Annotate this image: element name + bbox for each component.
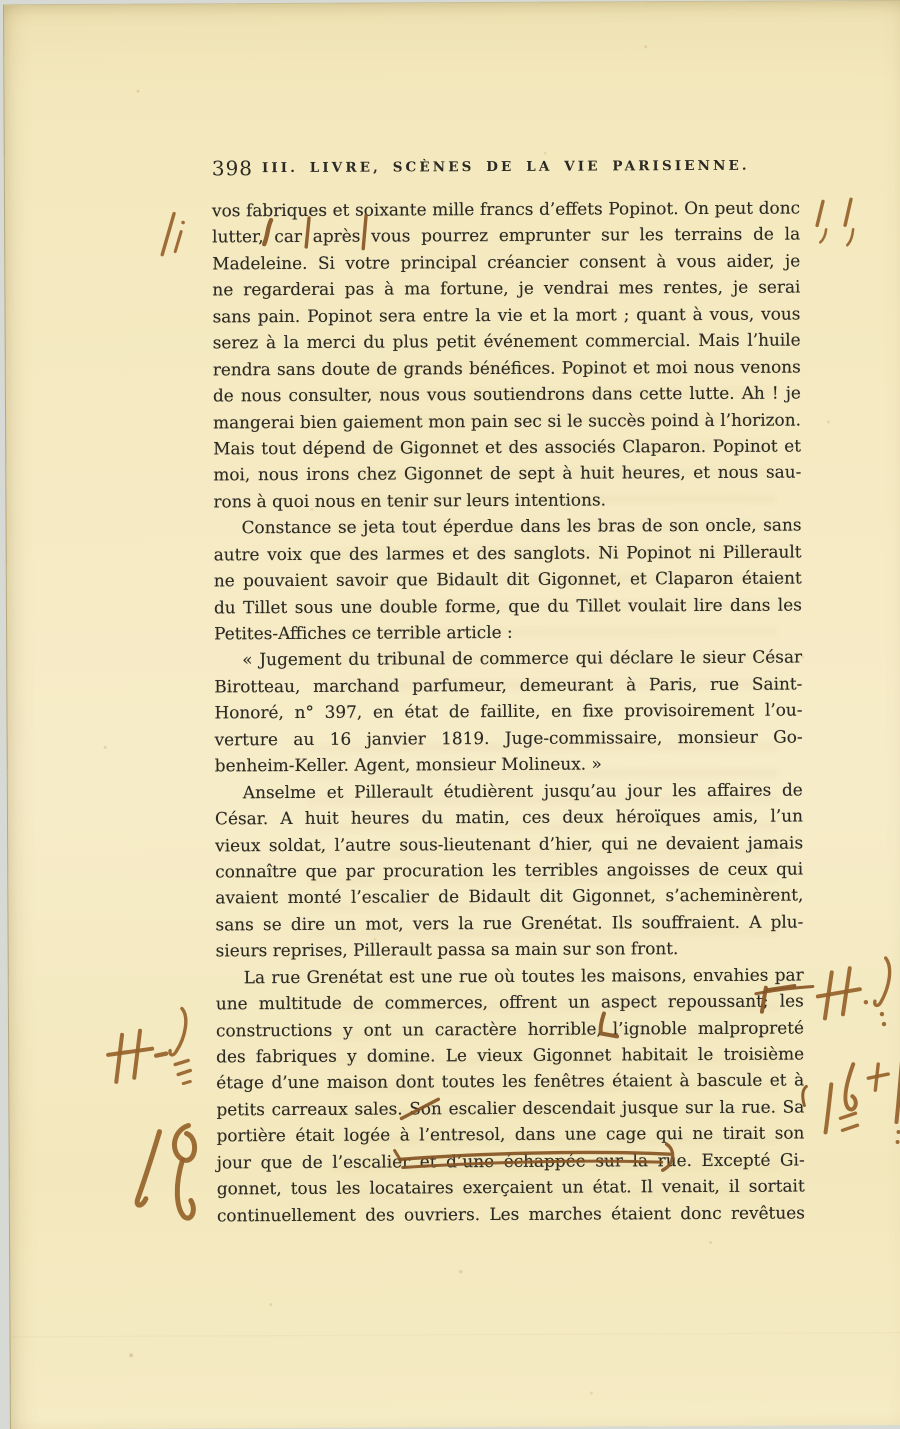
hl-right-margin-icon xyxy=(818,958,890,1027)
text-line: César. A huit heures du matin, ces deux héroïques amis, l’un xyxy=(214,805,804,829)
text-line: rons à quoi nous en tenir sur leurs intentions. xyxy=(213,489,607,512)
text-line: Madeleine. Si votre principal créancier consent à vous aider, je xyxy=(212,250,801,274)
text-line: du Tillet sous une double forme, que du Tillet voulait lire dans les xyxy=(213,594,802,617)
text-line: mangerai bien gaiement mon pain sec si le succès poind à l’horizon. xyxy=(213,408,801,432)
text-line: constructions y ont un caractère horrible, l’ignoble malpropreté xyxy=(215,1017,805,1040)
text-line: étage d’une maison dont toutes les fenêtres étaient à bascule et à xyxy=(216,1069,805,1093)
running-header: III. LIVRE, SCÈNES DE LA VIE PARISIENNE. xyxy=(261,157,750,177)
text-line: portière était logée à l’entresol, dans une cage qui ne tirait son xyxy=(216,1122,805,1146)
text-line: verture au 16 janvier 1819. Juge-commissaire, monsieur Go- xyxy=(214,726,803,750)
text-line: Mais tout dépend de Gigonnet et des associés Claparon. Popinot et xyxy=(213,435,802,459)
text-line: vos fabriques et soixante mille francs d’effets Popinot. On peut donc xyxy=(211,197,801,221)
text-line: ne pouvaient savoir que Bidault dit Gigonnet, et Claparon étaient xyxy=(213,567,802,591)
page-header xyxy=(212,151,800,184)
text-line: lutter, car après vous pourrez emprunter sur les terrains de la xyxy=(212,223,801,247)
text-line: La rue Grenétat est une rue où toutes les maisons, envahies par xyxy=(243,964,804,987)
comma-insertion-marks-icon xyxy=(817,199,853,245)
text-line: moi, nous irons chez Gigonnet de sept à huit heures, et nous sau- xyxy=(213,461,802,485)
margin-note-li-icon xyxy=(162,214,185,255)
text-line: gonnet, tous les locataires exerçaient un état. Il venait, il sortait xyxy=(216,1175,805,1199)
text-line: de nous consulter, nous vous soutiendrons dans cette lutte. Ah ! je xyxy=(212,382,801,406)
text-line: connaître que par procuration les terribles angoisses de ceux qui xyxy=(215,858,804,882)
number-18-left-margin-icon xyxy=(137,1125,195,1218)
text-line: serez à la merci du plus petit événement commercial. Mais l’huile xyxy=(212,329,801,353)
text-line: sieurs reprises, Pillerault passa sa main sur son front. xyxy=(215,938,679,961)
body-text xyxy=(212,194,805,1228)
text-line: Anselme et Pillerault étudièrent jusqu’au jour les affaires de xyxy=(242,779,803,802)
text-line: rendra sans doute de grands bénéfices. Popinot et moi nous venons xyxy=(212,356,801,379)
text-line: Birotteau, marchand parfumeur, demeurant à Paris, rue Saint- xyxy=(214,673,803,697)
text-line: « Jugement du tribunal de commerce qui déclare le sieur César xyxy=(242,646,803,670)
text-line: avaient monté l’escalier de Bidault dit Gigonnet, s’acheminèrent, xyxy=(215,884,804,908)
text-line: Constance se jeta tout éperdue dans les bras de son oncle, sans xyxy=(241,514,802,538)
page-number: 398 xyxy=(211,156,254,181)
text-line: sans se dire un mot, vers la rue Grenétat. Ils souffraient. A plu- xyxy=(215,911,804,935)
text-line: vieux soldat, l’autre sous-lieutenant d’hier, qui ne devaient jamais xyxy=(215,831,804,855)
text-line: jour que de l’escalier et d’une échappée sur la rue. Excepté Gi- xyxy=(216,1149,805,1173)
paper-speckles xyxy=(4,5,5,6)
text-line: des fabriques y domine. Le vieux Gigonnet habitait le troisième xyxy=(216,1043,805,1067)
text-line: continuellement des ouvriers. Les marches étaient donc revêtues xyxy=(216,1202,805,1225)
book-page xyxy=(3,0,900,1429)
text-line: autre voix que des larmes et des sanglots. Ni Popinot ni Pillerault xyxy=(213,541,802,565)
hl-left-margin-icon xyxy=(108,1008,190,1083)
text-line: benheim-Keller. Agent, monsieur Molineux. » xyxy=(214,753,602,776)
text-line: Petites-Affiches ce terrible article : xyxy=(214,621,513,644)
text-line: une multitude de commerces, offrent un aspect repoussant; les xyxy=(215,990,804,1014)
paper-crease xyxy=(11,1332,900,1338)
text-line: ne regarderai pas à ma fortune, je vendrai mes rentes, je serai xyxy=(212,276,801,300)
text-line: sans pain. Popinot sera entre la vie et la mort ; quant à vous, vous xyxy=(212,303,801,327)
text-line: petits carreaux sales. Son escalier descendait jusque sur la rue. Sa xyxy=(216,1096,805,1120)
text-line: Honoré, n° 397, en état de faillite, en fixe provisoirement l’ou- xyxy=(214,699,803,723)
cluster-right-margin-icon xyxy=(825,1059,900,1144)
